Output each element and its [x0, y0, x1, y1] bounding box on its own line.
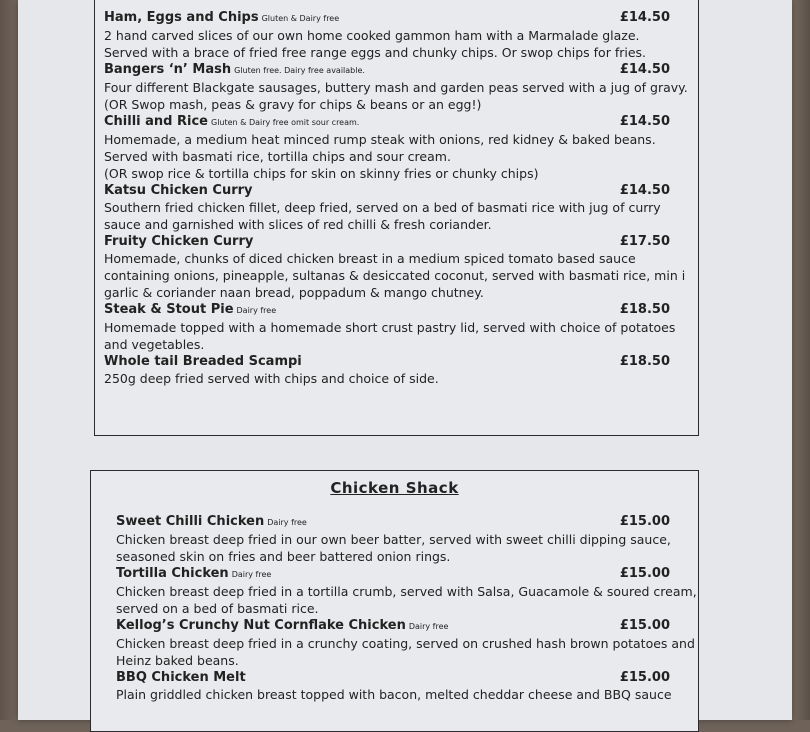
menu-item-price: £14.50	[619, 62, 670, 77]
menu-item-title	[104, 113, 359, 131]
menu-item-dietary-note: Dairy free	[231, 570, 272, 579]
menu-item-header	[116, 617, 698, 635]
menu-item-name: BBQ Chicken Melt	[116, 670, 246, 685]
menu-item-price: £14.50	[619, 114, 670, 129]
menu-item-title	[104, 301, 276, 319]
menu-item-description: containing onions, pineapple, sultanas & desiccated coconut, served with basmati rice, min i	[104, 268, 686, 283]
menu-item-name: Fruity Chicken Curry	[104, 234, 254, 249]
menu-item-name: Tortilla Chicken	[116, 566, 229, 581]
menu-item-title	[104, 353, 302, 370]
menu-item-name: Ham, Eggs and Chips	[104, 10, 259, 25]
background-right	[790, 0, 810, 720]
menu-item	[116, 669, 698, 703]
menu-item-title	[116, 617, 448, 635]
menu-item-header	[104, 9, 698, 27]
menu-item-price: £15.00	[619, 618, 670, 633]
menu-item-dietary-note: Dairy free	[236, 306, 277, 315]
menu-item-description: 250g deep fried served with chips and choice of side.	[104, 371, 439, 386]
menu-item-description: 2 hand carved slices of our own home cooked gammon ham with a Marmalade glaze.	[104, 28, 640, 43]
menu-item-price: £17.50	[619, 234, 670, 249]
menu-item-header	[104, 301, 698, 319]
menu-item	[104, 9, 698, 61]
menu-item-header	[104, 182, 698, 199]
menu-item	[104, 353, 698, 387]
menu-item-description: Homemade topped with a homemade short crust pastry lid, served with choice of potatoes	[104, 320, 676, 335]
menu-item	[104, 61, 698, 113]
menu-item-name: Katsu Chicken Curry	[104, 183, 253, 198]
menu-item-price: £18.50	[619, 354, 670, 369]
menu-item-header	[104, 233, 698, 250]
menu-item-price: £15.00	[619, 566, 670, 581]
menu-item-description: served on a bed of basmati rice.	[116, 601, 319, 616]
menu-item-dietary-note: Gluten & Dairy free	[261, 14, 340, 23]
menu-item-description: (OR swop rice & tortilla chips for skin on skinny fries or chunky chips)	[104, 166, 539, 181]
menu-item-title	[104, 233, 253, 250]
menu-item	[116, 617, 698, 669]
menu-item-price: £14.50	[619, 10, 670, 25]
menu-item-header	[104, 353, 698, 370]
menu-item-description: Homemade, chunks of diced chicken breast in a medium spiced tomato based sauce	[104, 251, 636, 266]
menu-item-description: (OR Swop mash, peas & gravy for chips & beans or an egg!)	[104, 97, 482, 112]
menu-item-description: Southern fried chicken fillet, deep fried, served on a bed of basmati rice with jug of curry	[104, 200, 661, 215]
menu-item	[116, 565, 698, 617]
menu-item-description: Chicken breast deep fried in a crunchy coating, served on crushed hash brown potatoes and	[116, 636, 695, 651]
menu-item	[116, 513, 698, 565]
menu-item-price: £18.50	[619, 302, 670, 317]
menu-item-header	[116, 669, 698, 686]
menu-item-header	[104, 61, 698, 79]
menu-item-title	[116, 565, 271, 583]
menu-item-description: and vegetables.	[104, 337, 205, 352]
menu-item-description: Chicken breast deep fried in a tortilla crumb, served with Salsa, Guacamole & soured cream,	[116, 584, 697, 599]
menu-item-dietary-note: Gluten free. Dairy free available.	[234, 66, 365, 75]
section-title: Chicken Shack	[330, 479, 459, 497]
menu-paper	[18, 0, 792, 720]
menu-item-name: Whole tail Breaded Scampi	[104, 354, 302, 369]
menu-item-header	[104, 113, 698, 131]
menu-item-header	[116, 565, 698, 583]
mains-list	[104, 9, 698, 387]
chicken-shack-box	[90, 470, 699, 732]
menu-item-price: £15.00	[619, 514, 670, 529]
menu-item-name: Steak & Stout Pie	[104, 302, 234, 317]
menu-item	[104, 182, 698, 233]
menu-item-name: Kellog’s Crunchy Nut Cornflake Chicken	[116, 618, 406, 633]
menu-item-price: £15.00	[619, 670, 670, 685]
menu-item-header	[116, 513, 698, 531]
menu-item	[104, 113, 698, 182]
menu-item-description: seasoned skin on fries and beer battered onion rings.	[116, 549, 451, 564]
menu-item-description: Four different Blackgate sausages, buttery mash and garden peas served with a jug of gravy.	[104, 80, 688, 95]
menu-item	[104, 233, 698, 301]
menu-item	[104, 301, 698, 353]
mains-box	[94, 0, 699, 436]
menu-item-dietary-note: Dairy free	[267, 518, 307, 527]
menu-item-description: Plain griddled chicken breast topped with bacon, melted cheddar cheese and BBQ sauce	[116, 687, 672, 702]
menu-item-title	[104, 61, 365, 79]
menu-item-description: Homemade, a medium heat minced rump steak with onions, red kidney & baked beans.	[104, 132, 656, 147]
menu-item-description: sauce and garnished with slices of red chilli & fresh coriander.	[104, 217, 492, 232]
menu-item-dietary-note: Dairy free	[408, 622, 449, 631]
menu-item-title	[116, 669, 246, 686]
menu-item-dietary-note: Gluten & Dairy free omit sour cream.	[211, 118, 360, 127]
menu-item-description: Served with a brace of fried free range eggs and chunky chips. Or swop chips for fries.	[104, 45, 647, 60]
menu-item-price: £14.50	[619, 183, 670, 198]
menu-item-name: Bangers ‘n’ Mash	[104, 62, 232, 77]
menu-item-name: Sweet Chilli Chicken	[116, 514, 265, 529]
menu-item-description: Heinz baked beans.	[116, 653, 239, 668]
menu-item-description: garlic & coriander naan bread, poppadum & mango chutney.	[104, 285, 484, 300]
menu-item-title	[104, 9, 339, 27]
menu-item-description: Served with basmati rice, tortilla chips and sour cream.	[104, 149, 451, 164]
menu-item-title	[104, 182, 253, 199]
menu-item-title	[116, 513, 307, 531]
chicken-shack-list	[116, 513, 698, 703]
menu-item-name: Chilli and Rice	[104, 114, 208, 129]
menu-item-description: Chicken breast deep fried in our own beer batter, served with sweet chilli dipping sauce,	[116, 532, 671, 547]
